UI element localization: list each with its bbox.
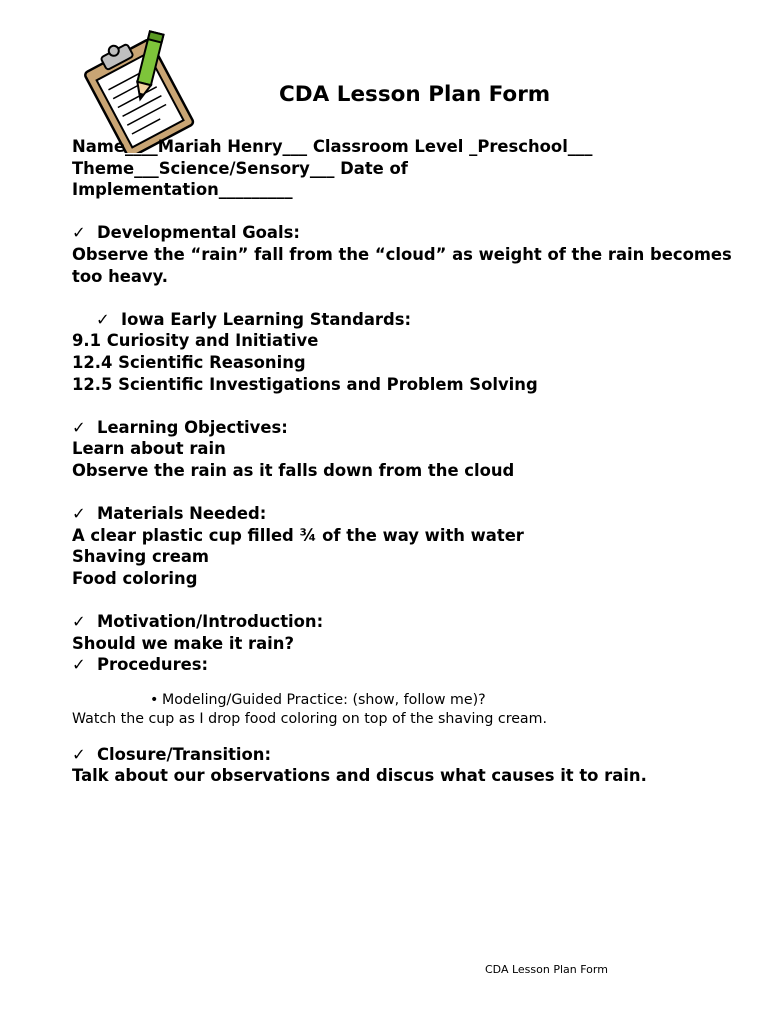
material-item: Food coloring: [72, 568, 198, 588]
document-title: CDA Lesson Plan Form: [279, 82, 551, 107]
checkmark-icon: ✓: [72, 744, 86, 764]
lesson-plan-body: [72, 136, 732, 787]
checkmark-icon: ✓: [96, 309, 110, 329]
name-classroom-line: Name____Mariah Henry___ Classroom Level _Preschool___: [72, 137, 593, 156]
section-heading: Motivation/Introduction:: [97, 612, 324, 632]
checkmark-icon: ✓: [72, 612, 86, 632]
clipboard-with-pencil-icon: [78, 28, 203, 153]
procedure-bullet-item: [72, 691, 732, 710]
page-footer: CDA Lesson Plan Form: [485, 963, 608, 976]
bullet-icon: •: [150, 691, 159, 708]
motivation-text: Should we make it rain?: [72, 633, 294, 653]
checkmark-icon: ✓: [72, 417, 86, 437]
section-heading: Iowa Early Learning Standards:: [121, 309, 412, 329]
objective-item: Learn about rain: [72, 439, 226, 459]
materials-heading: [72, 503, 732, 525]
checkmark-icon: ✓: [72, 504, 86, 524]
procedure-text: Watch the cup as I drop food coloring on top of the shaving cream.: [72, 710, 547, 727]
objective-item: Observe the rain as it falls down from the cloud: [72, 460, 515, 480]
theme-date-line: Theme___Science/Sensory___ Date of: [72, 158, 408, 178]
developmental-goals-text: Observe the “rain” fall from the “cloud” as weight of the rain becomes too heavy.: [72, 244, 732, 286]
checkmark-icon: ✓: [72, 223, 86, 243]
section-heading: Developmental Goals:: [97, 223, 300, 243]
section-heading: Learning Objectives:: [97, 417, 288, 437]
standard-item: 12.4 Scientific Reasoning: [72, 352, 306, 372]
closure-text: Talk about our observations and discus what causes it to rain.: [72, 766, 647, 786]
standard-item: 9.1 Curiosity and Initiative: [72, 331, 319, 351]
standard-item: 12.5 Scientific Investigations and Problem Solving: [72, 374, 538, 394]
section-heading: Materials Needed:: [97, 504, 267, 524]
standards-heading: [72, 309, 732, 331]
closure-heading: [72, 744, 732, 766]
procedures-heading: [72, 654, 732, 676]
section-heading: Procedures:: [97, 655, 209, 675]
material-item: A clear plastic cup filled ¾ of the way with water: [72, 525, 524, 545]
procedure-bullet-text: Modeling/Guided Practice: (show, follow me)?: [162, 691, 486, 708]
motivation-heading: [72, 611, 732, 633]
developmental-goals-heading: [72, 222, 732, 244]
section-heading: Closure/Transition:: [97, 744, 272, 764]
checkmark-icon: ✓: [72, 655, 86, 675]
learning-objectives-heading: [72, 417, 732, 439]
implementation-line: Implementation_________: [72, 180, 293, 200]
material-item: Shaving cream: [72, 547, 209, 567]
